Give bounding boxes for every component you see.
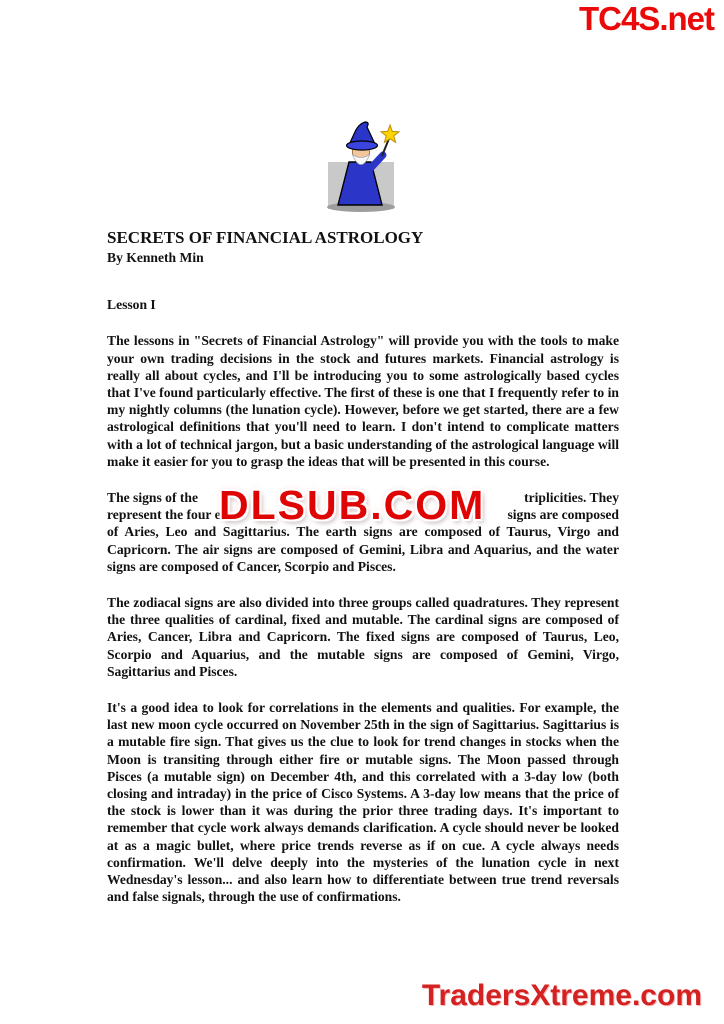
- bottom-right-site-watermark: TradersXtreme.com: [421, 979, 702, 1012]
- document-title: SECRETS OF FINANCIAL ASTROLOGY: [107, 228, 424, 247]
- line1-right-text: triplicities. They: [524, 490, 619, 506]
- paragraph-quadratures: The zodiacal signs are also divided into three groups called quadratures. They represent the three qualities of cardinal, fixed and mutable. The cardinal signs are composed of Aries, Cancer, Libra and Capricorn. The fixed signs are composed of Taurus, Leo, Scorpio and Aquarius, and the mutable signs are composed of Gemini, Virgo, Sagittarius and Pisces.: [107, 595, 619, 679]
- wizard-icon: [319, 120, 405, 219]
- top-right-site-watermark: TC4S.net: [578, 0, 714, 37]
- center-site-watermark: DLSUB.COM: [219, 482, 486, 529]
- paragraph-triplicities-rest: of Aries, Leo and Sagittarius. The earth signs are composed of Taurus, Virgo and Capricorn. The air signs are composed of Gemini, Libra and Aquarius, and the water signs are composed of Cancer, Scorpio and Pisces.: [107, 524, 619, 574]
- document-body: [107, 228, 619, 906]
- lesson-heading: Lesson I: [107, 297, 156, 313]
- line2-left-text: represent the four e: [107, 507, 221, 523]
- line2-right-text: signs are composed: [507, 507, 619, 523]
- paragraph-triplicities: [107, 482, 619, 575]
- paragraph-intro: The lessons in "Secrets of Financial Astrology" will provide you with the tools to make your own trading decisions in the stock and futures markets. Financial astrology is really all about cycles, and I'll be introducing you to some astrologically based cycles that I've found particularly effective. The first of these is one that I frequently refer to in my nightly columns (the lunation cycle). However, before we get started, there are a few astrological definitions that you'll need to learn. I don't intend to complicate matters with a lot of technical jargon, but a basic understanding of the astrological language will make it easier for you to grasp the ideas that will be presented in this course.: [107, 333, 619, 469]
- line1-left-text: The signs of the: [107, 490, 199, 506]
- author-byline: By Kenneth Min: [107, 250, 204, 265]
- paragraph-correlations: It's a good idea to look for correlations in the elements and qualities. For example, the last new moon cycle occurred on November 25th in the sign of Sagittarius. Sagittarius is a mutable fire sign. That gives us the clue to look for trend changes in stocks when the Moon is transiting through either fire or mutable signs. The Moon passed through Pisces (a mutable sign) on December 4th, and this correlated with a 3-day low (both closing and intraday) in the price of Cisco Systems. A 3-day low means that the price of the stock is lower than it was during the prior three trading days. It's important to remember that cycle work always demands clarification. A cycle should never be looked at as a magic bullet, where price trends reverse as if on cue. A cycle always needs confirmation. We'll delve deeply into the mysteries of the lunation cycle in next Wednesday's lesson... and also learn how to differentiate between true trend reversals and false signals, through the use of confirmations.: [107, 700, 619, 905]
